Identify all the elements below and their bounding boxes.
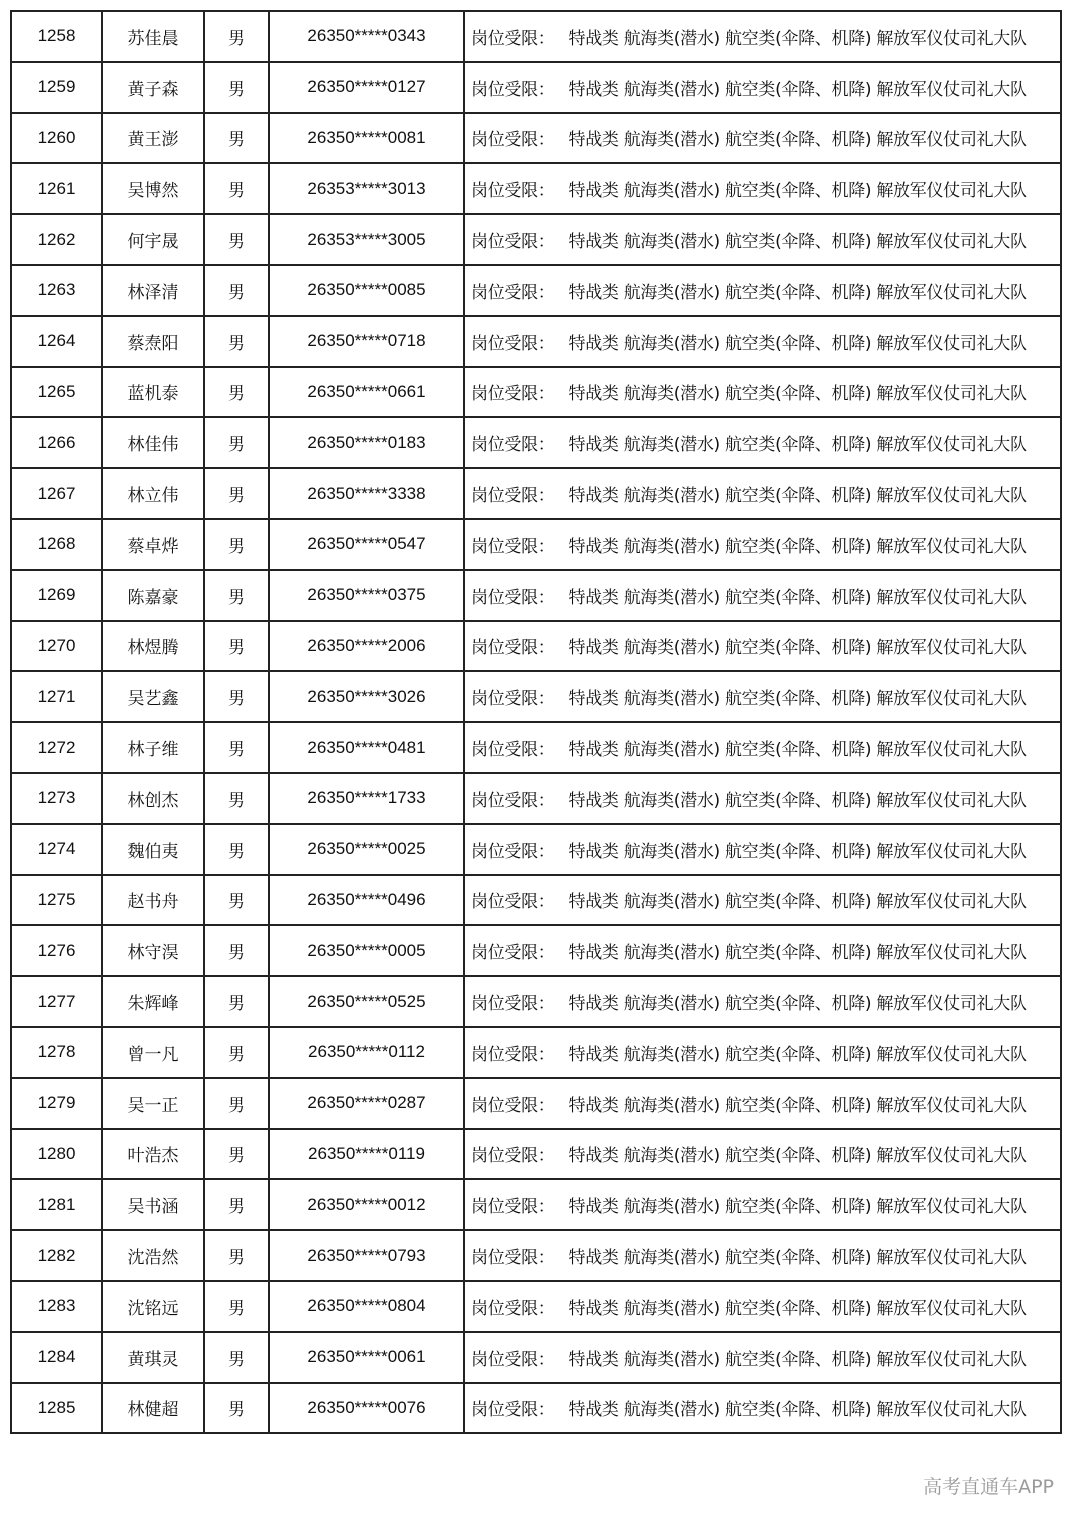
gender-cell: 男	[204, 824, 269, 875]
restriction-prefix: 岗位受限：	[471, 486, 555, 507]
table-row	[11, 1281, 1061, 1332]
row-number-cell: 1258	[11, 11, 102, 62]
table-row	[11, 417, 1061, 468]
name-cell: 林立伟	[102, 468, 204, 519]
row-number-cell: 1278	[11, 1027, 102, 1078]
name-cell: 吴艺鑫	[102, 671, 204, 722]
name-cell: 蓝机泰	[102, 367, 204, 418]
table-row	[11, 671, 1061, 722]
restriction-text: 特战类 航海类(潜水) 航空类(伞降、机降) 解放军仪仗司礼大队	[568, 486, 1027, 507]
row-number-cell: 1285	[11, 1383, 102, 1434]
restriction-text: 特战类 航海类(潜水) 航空类(伞降、机降) 解放军仪仗司礼大队	[568, 1298, 1027, 1319]
id-number-cell: 26350*****0343	[269, 11, 464, 62]
gender-cell: 男	[204, 570, 269, 621]
name-cell: 苏佳晨	[102, 11, 204, 62]
name-cell: 林子维	[102, 722, 204, 773]
restriction-text: 特战类 航海类(潜水) 航空类(伞降、机降) 解放军仪仗司礼大队	[568, 181, 1027, 202]
name-cell: 魏伯夷	[102, 824, 204, 875]
restriction-prefix: 岗位受限：	[471, 994, 555, 1015]
restriction-note-cell	[464, 824, 1061, 875]
restriction-text: 特战类 航海类(潜水) 航空类(伞降、机降) 解放军仪仗司礼大队	[568, 1197, 1027, 1218]
restriction-text: 特战类 航海类(潜水) 航空类(伞降、机降) 解放军仪仗司礼大队	[568, 994, 1027, 1015]
id-number-cell: 26350*****0793	[269, 1230, 464, 1281]
restriction-text: 特战类 航海类(潜水) 航空类(伞降、机降) 解放军仪仗司礼大队	[568, 892, 1027, 913]
table-row	[11, 11, 1061, 62]
row-number-cell: 1275	[11, 875, 102, 926]
restriction-text: 特战类 航海类(潜水) 航空类(伞降、机降) 解放军仪仗司礼大队	[568, 536, 1027, 557]
restriction-prefix: 岗位受限：	[471, 1349, 555, 1370]
name-cell: 林守淏	[102, 925, 204, 976]
table-row	[11, 1383, 1061, 1434]
row-number-cell: 1260	[11, 113, 102, 164]
restriction-text: 特战类 航海类(潜水) 航空类(伞降、机降) 解放军仪仗司礼大队	[568, 232, 1027, 253]
row-number-cell: 1279	[11, 1078, 102, 1129]
table-row	[11, 773, 1061, 824]
restriction-text: 特战类 航海类(潜水) 航空类(伞降、机降) 解放军仪仗司礼大队	[568, 689, 1027, 710]
restriction-prefix: 岗位受限：	[471, 740, 555, 761]
restriction-prefix: 岗位受限：	[471, 943, 555, 964]
gender-cell: 男	[204, 265, 269, 316]
watermark: 高考直通车APP	[923, 1476, 1054, 1498]
restriction-note-cell	[464, 925, 1061, 976]
restriction-note-cell	[464, 417, 1061, 468]
gender-cell: 男	[204, 62, 269, 113]
restriction-note-cell	[464, 1129, 1061, 1180]
restriction-text: 特战类 航海类(潜水) 航空类(伞降、机降) 解放军仪仗司礼大队	[568, 790, 1027, 811]
gender-cell: 男	[204, 976, 269, 1027]
row-number-cell: 1272	[11, 722, 102, 773]
id-number-cell: 26350*****2006	[269, 621, 464, 672]
name-cell: 何宇晟	[102, 214, 204, 265]
restriction-note-cell	[464, 1281, 1061, 1332]
restriction-text: 特战类 航海类(潜水) 航空类(伞降、机降) 解放军仪仗司礼大队	[568, 1044, 1027, 1065]
name-cell: 林创杰	[102, 773, 204, 824]
id-number-cell: 26350*****0661	[269, 367, 464, 418]
table-row	[11, 367, 1061, 418]
table-body	[11, 11, 1061, 1433]
id-number-cell: 26350*****0005	[269, 925, 464, 976]
restriction-note-cell	[464, 1332, 1061, 1383]
restriction-text: 特战类 航海类(潜水) 航空类(伞降、机降) 解放军仪仗司礼大队	[568, 841, 1027, 862]
name-cell: 林煜腾	[102, 621, 204, 672]
restriction-prefix: 岗位受限：	[471, 689, 555, 710]
gender-cell: 男	[204, 1179, 269, 1230]
gender-cell: 男	[204, 113, 269, 164]
name-cell: 吴一正	[102, 1078, 204, 1129]
restriction-prefix: 岗位受限：	[471, 181, 555, 202]
name-cell: 蔡卓烨	[102, 519, 204, 570]
row-number-cell: 1274	[11, 824, 102, 875]
gender-cell: 男	[204, 468, 269, 519]
id-number-cell: 26350*****0012	[269, 1179, 464, 1230]
restriction-prefix: 岗位受限：	[471, 28, 555, 49]
restriction-note-cell	[464, 316, 1061, 367]
table-row	[11, 976, 1061, 1027]
gender-cell: 男	[204, 214, 269, 265]
id-number-cell: 26350*****3026	[269, 671, 464, 722]
table-row	[11, 621, 1061, 672]
id-number-cell: 26350*****3338	[269, 468, 464, 519]
restriction-note-cell	[464, 519, 1061, 570]
restriction-note-cell	[464, 1230, 1061, 1281]
restriction-text: 特战类 航海类(潜水) 航空类(伞降、机降) 解放军仪仗司礼大队	[568, 943, 1027, 964]
restriction-prefix: 岗位受限：	[471, 841, 555, 862]
table-row	[11, 113, 1061, 164]
restriction-text: 特战类 航海类(潜水) 航空类(伞降、机降) 解放军仪仗司礼大队	[568, 740, 1027, 761]
restriction-prefix: 岗位受限：	[471, 1044, 555, 1065]
id-number-cell: 26353*****3005	[269, 214, 464, 265]
restriction-prefix: 岗位受限：	[471, 1248, 555, 1269]
row-number-cell: 1262	[11, 214, 102, 265]
restriction-text: 特战类 航海类(潜水) 航空类(伞降、机降) 解放军仪仗司礼大队	[568, 282, 1027, 303]
restriction-text: 特战类 航海类(潜水) 航空类(伞降、机降) 解放军仪仗司礼大队	[568, 384, 1027, 405]
restriction-note-cell	[464, 671, 1061, 722]
row-number-cell: 1282	[11, 1230, 102, 1281]
restriction-text: 特战类 航海类(潜水) 航空类(伞降、机降) 解放军仪仗司礼大队	[568, 435, 1027, 456]
row-number-cell: 1284	[11, 1332, 102, 1383]
table-row	[11, 925, 1061, 976]
restriction-prefix: 岗位受限：	[471, 587, 555, 608]
name-cell: 陈嘉豪	[102, 570, 204, 621]
restriction-prefix: 岗位受限：	[471, 1298, 555, 1319]
table-row	[11, 1230, 1061, 1281]
restriction-note-cell	[464, 1179, 1061, 1230]
row-number-cell: 1280	[11, 1129, 102, 1180]
id-number-cell: 26350*****0127	[269, 62, 464, 113]
restriction-note-cell	[464, 773, 1061, 824]
table-row	[11, 214, 1061, 265]
restriction-note-cell	[464, 11, 1061, 62]
table-row	[11, 1027, 1061, 1078]
restriction-note-cell	[464, 62, 1061, 113]
restriction-note-cell	[464, 570, 1061, 621]
table-row	[11, 824, 1061, 875]
restriction-text: 特战类 航海类(潜水) 航空类(伞降、机降) 解放军仪仗司礼大队	[568, 1248, 1027, 1269]
restriction-note-cell	[464, 468, 1061, 519]
gender-cell: 男	[204, 1281, 269, 1332]
id-number-cell: 26350*****0547	[269, 519, 464, 570]
id-number-cell: 26350*****0804	[269, 1281, 464, 1332]
row-number-cell: 1266	[11, 417, 102, 468]
gender-cell: 男	[204, 722, 269, 773]
name-cell: 吴博然	[102, 163, 204, 214]
gender-cell: 男	[204, 417, 269, 468]
id-number-cell: 26350*****0076	[269, 1383, 464, 1434]
id-number-cell: 26350*****0025	[269, 824, 464, 875]
table-row	[11, 265, 1061, 316]
name-cell: 叶浩杰	[102, 1129, 204, 1180]
name-cell: 吴书涵	[102, 1179, 204, 1230]
name-cell: 林健超	[102, 1383, 204, 1434]
name-cell: 沈铭远	[102, 1281, 204, 1332]
id-number-cell: 26350*****1733	[269, 773, 464, 824]
restriction-note-cell	[464, 1078, 1061, 1129]
name-cell: 曾一凡	[102, 1027, 204, 1078]
row-number-cell: 1264	[11, 316, 102, 367]
restriction-note-cell	[464, 621, 1061, 672]
gender-cell: 男	[204, 163, 269, 214]
row-number-cell: 1263	[11, 265, 102, 316]
row-number-cell: 1270	[11, 621, 102, 672]
row-number-cell: 1265	[11, 367, 102, 418]
restriction-text: 特战类 航海类(潜水) 航空类(伞降、机降) 解放军仪仗司礼大队	[568, 1400, 1027, 1421]
row-number-cell: 1268	[11, 519, 102, 570]
id-number-cell: 26350*****0081	[269, 113, 464, 164]
row-number-cell: 1259	[11, 62, 102, 113]
restriction-prefix: 岗位受限：	[471, 1146, 555, 1167]
restriction-note-cell	[464, 976, 1061, 1027]
name-cell: 蔡焘阳	[102, 316, 204, 367]
name-cell: 黄琪灵	[102, 1332, 204, 1383]
restriction-prefix: 岗位受限：	[471, 1095, 555, 1116]
restriction-note-cell	[464, 875, 1061, 926]
name-cell: 赵书舟	[102, 875, 204, 926]
id-number-cell: 26350*****0481	[269, 722, 464, 773]
gender-cell: 男	[204, 519, 269, 570]
restriction-prefix: 岗位受限：	[471, 333, 555, 354]
gender-cell: 男	[204, 1383, 269, 1434]
gender-cell: 男	[204, 925, 269, 976]
gender-cell: 男	[204, 316, 269, 367]
row-number-cell: 1281	[11, 1179, 102, 1230]
candidate-table	[10, 10, 1062, 1434]
gender-cell: 男	[204, 1078, 269, 1129]
id-number-cell: 26350*****0718	[269, 316, 464, 367]
restriction-text: 特战类 航海类(潜水) 航空类(伞降、机降) 解放军仪仗司礼大队	[568, 333, 1027, 354]
restriction-text: 特战类 航海类(潜水) 航空类(伞降、机降) 解放军仪仗司礼大队	[568, 79, 1027, 100]
restriction-note-cell	[464, 214, 1061, 265]
restriction-prefix: 岗位受限：	[471, 79, 555, 100]
restriction-note-cell	[464, 163, 1061, 214]
restriction-note-cell	[464, 1027, 1061, 1078]
restriction-prefix: 岗位受限：	[471, 282, 555, 303]
gender-cell: 男	[204, 773, 269, 824]
id-number-cell: 26350*****0119	[269, 1129, 464, 1180]
row-number-cell: 1273	[11, 773, 102, 824]
table-row	[11, 722, 1061, 773]
restriction-prefix: 岗位受限：	[471, 435, 555, 456]
row-number-cell: 1283	[11, 1281, 102, 1332]
table-row	[11, 875, 1061, 926]
row-number-cell: 1271	[11, 671, 102, 722]
restriction-prefix: 岗位受限：	[471, 638, 555, 659]
gender-cell: 男	[204, 875, 269, 926]
row-number-cell: 1276	[11, 925, 102, 976]
gender-cell: 男	[204, 11, 269, 62]
table-row	[11, 1129, 1061, 1180]
gender-cell: 男	[204, 621, 269, 672]
restriction-note-cell	[464, 1383, 1061, 1434]
gender-cell: 男	[204, 1129, 269, 1180]
restriction-note-cell	[464, 722, 1061, 773]
restriction-note-cell	[464, 367, 1061, 418]
row-number-cell: 1267	[11, 468, 102, 519]
restriction-note-cell	[464, 265, 1061, 316]
name-cell: 黄子森	[102, 62, 204, 113]
table-row	[11, 1179, 1061, 1230]
id-number-cell: 26350*****0375	[269, 570, 464, 621]
restriction-text: 特战类 航海类(潜水) 航空类(伞降、机降) 解放军仪仗司礼大队	[568, 1349, 1027, 1370]
table-row	[11, 1332, 1061, 1383]
gender-cell: 男	[204, 1332, 269, 1383]
gender-cell: 男	[204, 367, 269, 418]
name-cell: 朱辉峰	[102, 976, 204, 1027]
id-number-cell: 26350*****0183	[269, 417, 464, 468]
name-cell: 林佳伟	[102, 417, 204, 468]
row-number-cell: 1277	[11, 976, 102, 1027]
gender-cell: 男	[204, 1027, 269, 1078]
table-row	[11, 468, 1061, 519]
restriction-text: 特战类 航海类(潜水) 航空类(伞降、机降) 解放军仪仗司礼大队	[568, 587, 1027, 608]
restriction-prefix: 岗位受限：	[471, 232, 555, 253]
table-row	[11, 62, 1061, 113]
restriction-prefix: 岗位受限：	[471, 1400, 555, 1421]
restriction-prefix: 岗位受限：	[471, 536, 555, 557]
id-number-cell: 26350*****0525	[269, 976, 464, 1027]
id-number-cell: 26350*****0085	[269, 265, 464, 316]
restriction-text: 特战类 航海类(潜水) 航空类(伞降、机降) 解放军仪仗司礼大队	[568, 1146, 1027, 1167]
name-cell: 林泽清	[102, 265, 204, 316]
restriction-prefix: 岗位受限：	[471, 130, 555, 151]
gender-cell: 男	[204, 1230, 269, 1281]
row-number-cell: 1269	[11, 570, 102, 621]
table-row	[11, 519, 1061, 570]
restriction-prefix: 岗位受限：	[471, 892, 555, 913]
id-number-cell: 26353*****3013	[269, 163, 464, 214]
table-row	[11, 1078, 1061, 1129]
table-row	[11, 316, 1061, 367]
id-number-cell: 26350*****0061	[269, 1332, 464, 1383]
row-number-cell: 1261	[11, 163, 102, 214]
restriction-text: 特战类 航海类(潜水) 航空类(伞降、机降) 解放军仪仗司礼大队	[568, 638, 1027, 659]
id-number-cell: 26350*****0112	[269, 1027, 464, 1078]
restriction-text: 特战类 航海类(潜水) 航空类(伞降、机降) 解放军仪仗司礼大队	[568, 1095, 1027, 1116]
restriction-note-cell	[464, 113, 1061, 164]
restriction-prefix: 岗位受限：	[471, 790, 555, 811]
gender-cell: 男	[204, 671, 269, 722]
id-number-cell: 26350*****0287	[269, 1078, 464, 1129]
table-row	[11, 570, 1061, 621]
restriction-prefix: 岗位受限：	[471, 384, 555, 405]
table-row	[11, 163, 1061, 214]
id-number-cell: 26350*****0496	[269, 875, 464, 926]
name-cell: 黄王澎	[102, 113, 204, 164]
restriction-prefix: 岗位受限：	[471, 1197, 555, 1218]
restriction-text: 特战类 航海类(潜水) 航空类(伞降、机降) 解放军仪仗司礼大队	[568, 28, 1027, 49]
restriction-text: 特战类 航海类(潜水) 航空类(伞降、机降) 解放军仪仗司礼大队	[568, 130, 1027, 151]
name-cell: 沈浩然	[102, 1230, 204, 1281]
